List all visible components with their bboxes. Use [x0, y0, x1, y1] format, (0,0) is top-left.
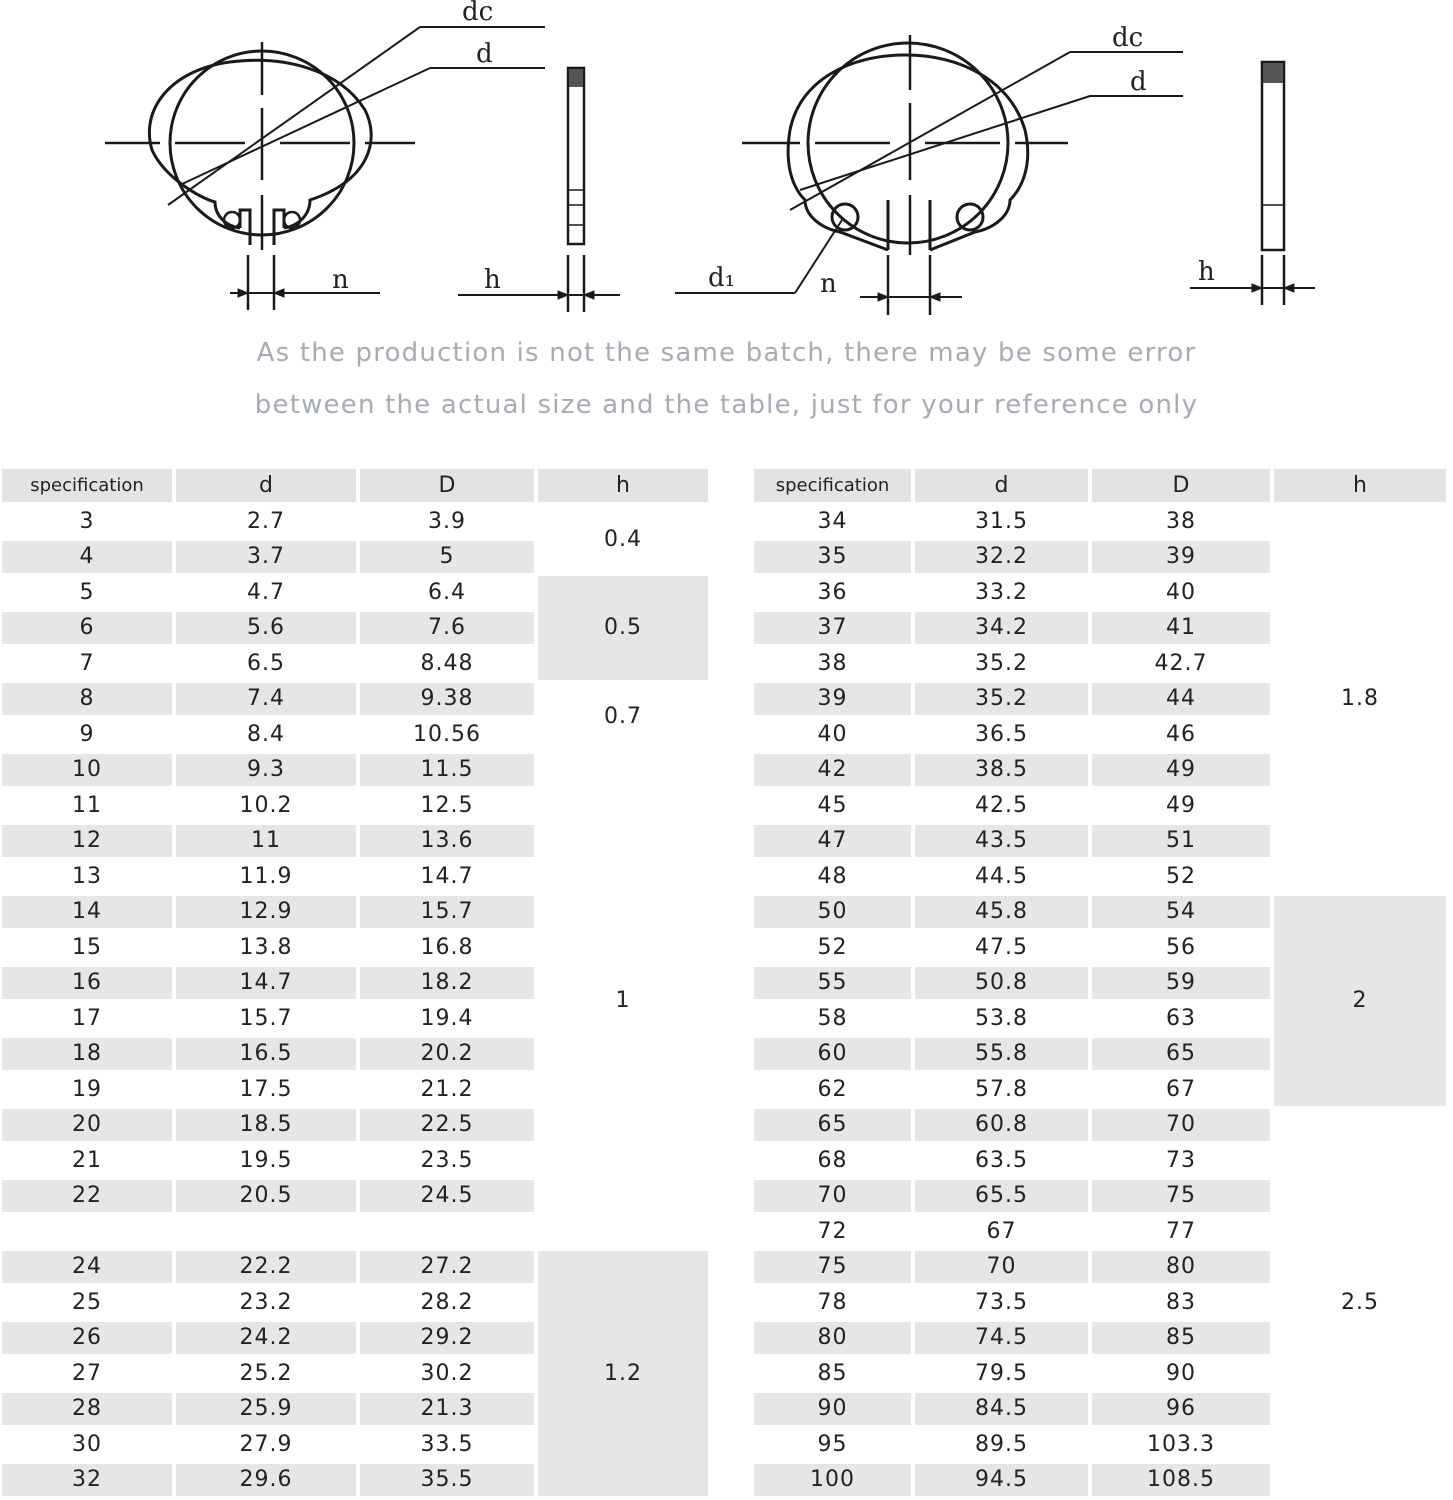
cell-D: 18.2: [360, 967, 534, 1000]
spec-table-right: [750, 466, 1450, 1499]
table-row: [2, 754, 708, 787]
cell-D: 67: [1166, 1076, 1196, 1102]
left-d-label: d: [476, 39, 493, 69]
cell-d: 7.4: [176, 683, 356, 716]
cell-D: 40: [1166, 579, 1196, 605]
table-row: [754, 896, 1446, 929]
cell-specification: 16: [2, 967, 172, 1000]
table-row: [2, 1251, 708, 1284]
cell-D: 5: [360, 541, 534, 574]
header-d: d: [915, 469, 1088, 502]
right-dc-label: dc: [1112, 23, 1144, 53]
cell-d: 73.5: [975, 1289, 1028, 1315]
cell-D: 30.2: [420, 1360, 474, 1386]
cell-D: 8.48: [420, 650, 474, 676]
cell-specification: 80: [754, 1322, 911, 1355]
cell-d: 43.5: [915, 825, 1088, 858]
cell-specification: 50: [754, 896, 911, 929]
cell-D: 9.38: [360, 683, 534, 716]
cell-d: 79.5: [975, 1360, 1028, 1386]
cell-D: 38: [1166, 508, 1196, 534]
table-row: [754, 505, 1446, 538]
cell-specification: 40: [817, 721, 848, 747]
cell-specification: 52: [817, 934, 848, 960]
cell-d: 29.6: [176, 1464, 356, 1497]
cell-D: 54: [1092, 896, 1270, 929]
cell-d: 45.8: [915, 896, 1088, 929]
cell-D: 56: [1166, 934, 1196, 960]
cell-d: 67: [986, 1218, 1017, 1244]
right-h-label: h: [1198, 257, 1215, 287]
cell-h: 1.8: [1341, 686, 1379, 712]
cell-specification: 42: [754, 754, 911, 787]
cell-specification: 12: [2, 825, 172, 858]
cell-D: 6.4: [428, 579, 466, 605]
cell-d: 25.9: [176, 1393, 356, 1426]
cell-d: 11.9: [239, 863, 293, 889]
cell-D: 21.2: [420, 1076, 474, 1102]
cell-specification: 4: [2, 541, 172, 574]
cell-d: 47.5: [975, 934, 1028, 960]
cell-D: 77: [1166, 1218, 1196, 1244]
cell-d: 19.5: [239, 1147, 293, 1173]
cell-d: [176, 1215, 356, 1248]
cell-d: 89.5: [975, 1431, 1028, 1457]
cell-specification: 100: [754, 1464, 911, 1497]
disclaimer-line-2: between the actual size and the table, just for your reference only: [254, 390, 1199, 420]
header-specification: specification: [2, 469, 172, 502]
header-D: D: [360, 469, 534, 502]
cell-specification: 11: [72, 792, 102, 818]
cell-D: 80: [1092, 1251, 1270, 1284]
cell-h: 0.5: [538, 576, 708, 680]
cell-specification: 8: [2, 683, 172, 716]
cell-specification: 5: [79, 579, 95, 605]
cell-specification: 27: [72, 1360, 102, 1386]
cell-d: 13.8: [239, 934, 293, 960]
cell-d: 9.3: [176, 754, 356, 787]
cell-d: 31.5: [975, 508, 1028, 534]
cell-specification: 14: [2, 896, 172, 929]
cell-d: 23.2: [239, 1289, 293, 1315]
cell-specification: 28: [2, 1393, 172, 1426]
cell-specification: 21: [72, 1147, 102, 1173]
table-row: [754, 1109, 1446, 1142]
cell-D: 10.56: [413, 721, 481, 747]
cell-h: 0.4: [604, 526, 642, 552]
cell-d: 16.5: [176, 1038, 356, 1071]
header-d: d: [176, 469, 356, 502]
cell-D: 46: [1166, 721, 1196, 747]
technical-drawings: [0, 0, 1453, 330]
cell-d: 20.5: [176, 1180, 356, 1213]
cell-specification: 65: [754, 1109, 911, 1142]
cell-D: 65: [1092, 1038, 1270, 1071]
header-specification: specification: [754, 469, 911, 502]
cell-h: 1.2: [538, 1251, 708, 1497]
cell-D: 7.6: [360, 612, 534, 645]
cell-specification: [2, 1215, 172, 1248]
cell-specification: 75: [754, 1251, 911, 1284]
cell-specification: 20: [2, 1109, 172, 1142]
cell-d: 42.5: [975, 792, 1028, 818]
right-n-label: n: [820, 269, 837, 299]
cell-d: 70: [915, 1251, 1088, 1284]
cell-d: 35.2: [915, 683, 1088, 716]
cell-D: 51: [1092, 825, 1270, 858]
cell-specification: 60: [754, 1038, 911, 1071]
cell-specification: 13: [72, 863, 102, 889]
cell-specification: 95: [817, 1431, 848, 1457]
cell-D: [360, 1215, 534, 1248]
cell-specification: 34: [817, 508, 848, 534]
disclaimer-line-1: As the production is not the same batch, there may be some error: [256, 338, 1197, 368]
cell-D: 49: [1166, 792, 1196, 818]
cell-specification: 35: [754, 541, 911, 574]
cell-d: 60.8: [915, 1109, 1088, 1142]
cell-D: 96: [1092, 1393, 1270, 1426]
cell-d: 34.2: [915, 612, 1088, 645]
cell-specification: 90: [754, 1393, 911, 1426]
cell-d: 63.5: [975, 1147, 1028, 1173]
cell-specification: 85: [817, 1360, 848, 1386]
cell-D: 90: [1166, 1360, 1196, 1386]
right-d1-label: d₁: [708, 263, 736, 293]
cell-specification: 38: [817, 650, 848, 676]
cell-d: 53.8: [975, 1005, 1028, 1031]
cell-d: 5.6: [176, 612, 356, 645]
cell-D: 14.7: [420, 863, 474, 889]
cell-h: 2.5: [1341, 1289, 1379, 1315]
cell-D: 59: [1092, 967, 1270, 1000]
cell-d: 4.7: [247, 579, 285, 605]
cell-D: 16.8: [420, 934, 474, 960]
cell-specification: 18: [2, 1038, 172, 1071]
cell-D: 27.2: [360, 1251, 534, 1284]
cell-d: 32.2: [915, 541, 1088, 574]
cell-D: 63: [1166, 1005, 1196, 1031]
cell-D: 24.5: [360, 1180, 534, 1213]
cell-D: 85: [1092, 1322, 1270, 1355]
cell-d: 15.7: [239, 1005, 293, 1031]
cell-specification: 47: [754, 825, 911, 858]
cell-D: 83: [1166, 1289, 1196, 1315]
cell-D: 28.2: [420, 1289, 474, 1315]
left-h-label: h: [484, 265, 501, 295]
cell-specification: 32: [2, 1464, 172, 1497]
cell-h: 1: [615, 988, 631, 1013]
cell-D: 75: [1092, 1180, 1270, 1213]
cell-specification: 37: [754, 612, 911, 645]
cell-d: 38.5: [915, 754, 1088, 787]
table-row: [2, 505, 708, 538]
cell-d: 36.5: [975, 721, 1028, 747]
header-D: D: [1092, 469, 1270, 502]
cell-D: 21.3: [360, 1393, 534, 1426]
cell-specification: 72: [817, 1218, 848, 1244]
cell-d: 33.2: [975, 579, 1028, 605]
cell-D: 20.2: [360, 1038, 534, 1071]
cell-specification: 6: [2, 612, 172, 645]
cell-d: 25.2: [239, 1360, 293, 1386]
cell-D: 70: [1092, 1109, 1270, 1142]
cell-d: 24.2: [176, 1322, 356, 1355]
cell-D: 52: [1166, 863, 1196, 889]
cell-d: 50.8: [915, 967, 1088, 1000]
cell-d: 94.5: [915, 1464, 1088, 1497]
cell-h: 0.7: [604, 704, 642, 729]
cell-D: 3.9: [428, 508, 466, 534]
cell-specification: 7: [79, 650, 95, 676]
table-row: [2, 683, 708, 716]
cell-specification: 25: [72, 1289, 102, 1315]
cell-d: 65.5: [915, 1180, 1088, 1213]
cell-specification: 10: [2, 754, 172, 787]
cell-d: 74.5: [915, 1322, 1088, 1355]
cell-specification: 48: [817, 863, 848, 889]
table-row: [2, 576, 708, 609]
cell-d: 55.8: [915, 1038, 1088, 1071]
cell-d: 3.7: [176, 541, 356, 574]
left-dc-label: dc: [462, 0, 494, 27]
cell-specification: 30: [72, 1431, 102, 1457]
cell-D: 73: [1166, 1147, 1196, 1173]
cell-d: 35.2: [975, 650, 1028, 676]
cell-specification: 26: [2, 1322, 172, 1355]
cell-D: 15.7: [360, 896, 534, 929]
right-ring-drawing: [675, 35, 1315, 315]
header-h: h: [1274, 469, 1446, 502]
cell-d: 57.8: [975, 1076, 1028, 1102]
cell-specification: 58: [817, 1005, 848, 1031]
cell-specification: 62: [817, 1076, 848, 1102]
cell-D: 42.7: [1154, 650, 1208, 676]
header-h: h: [538, 469, 708, 502]
cell-specification: 22: [2, 1180, 172, 1213]
cell-d: 17.5: [239, 1076, 293, 1102]
cell-specification: 15: [72, 934, 102, 960]
cell-D: 13.6: [360, 825, 534, 858]
cell-D: 29.2: [360, 1322, 534, 1355]
cell-d: 10.2: [239, 792, 293, 818]
cell-d: 84.5: [915, 1393, 1088, 1426]
cell-D: 39: [1092, 541, 1270, 574]
cell-specification: 24: [2, 1251, 172, 1284]
cell-D: 19.4: [420, 1005, 474, 1031]
cell-specification: 3: [79, 508, 95, 534]
cell-h: 2: [1274, 896, 1446, 1106]
cell-d: 8.4: [247, 721, 285, 747]
cell-specification: 55: [754, 967, 911, 1000]
cell-D: 33.5: [420, 1431, 474, 1457]
cell-specification: 9: [79, 721, 95, 747]
cell-D: 11.5: [360, 754, 534, 787]
cell-d: 18.5: [176, 1109, 356, 1142]
cell-D: 12.5: [420, 792, 474, 818]
cell-specification: 39: [754, 683, 911, 716]
spec-table-left: [0, 466, 712, 1499]
cell-d: 44.5: [975, 863, 1028, 889]
cell-specification: 17: [72, 1005, 102, 1031]
cell-d: 2.7: [247, 508, 285, 534]
cell-d: 22.2: [176, 1251, 356, 1284]
cell-D: 35.5: [360, 1464, 534, 1497]
cell-specification: 78: [817, 1289, 848, 1315]
cell-D: 49: [1092, 754, 1270, 787]
cell-specification: 68: [817, 1147, 848, 1173]
cell-D: 23.5: [420, 1147, 474, 1173]
cell-d: 11: [176, 825, 356, 858]
cell-D: 41: [1092, 612, 1270, 645]
cell-d: 27.9: [239, 1431, 293, 1457]
cell-specification: 19: [72, 1076, 102, 1102]
cell-d: 6.5: [247, 650, 285, 676]
cell-D: 22.5: [360, 1109, 534, 1142]
cell-d: 14.7: [176, 967, 356, 1000]
left-n-label: n: [332, 265, 349, 295]
cell-D: 44: [1092, 683, 1270, 716]
cell-D: 103.3: [1147, 1431, 1215, 1457]
left-ring-drawing: [105, 27, 620, 312]
cell-specification: 70: [754, 1180, 911, 1213]
cell-specification: 36: [817, 579, 848, 605]
cell-specification: 45: [817, 792, 848, 818]
cell-d: 12.9: [176, 896, 356, 929]
right-d-label: d: [1130, 67, 1147, 97]
cell-D: 108.5: [1092, 1464, 1270, 1497]
